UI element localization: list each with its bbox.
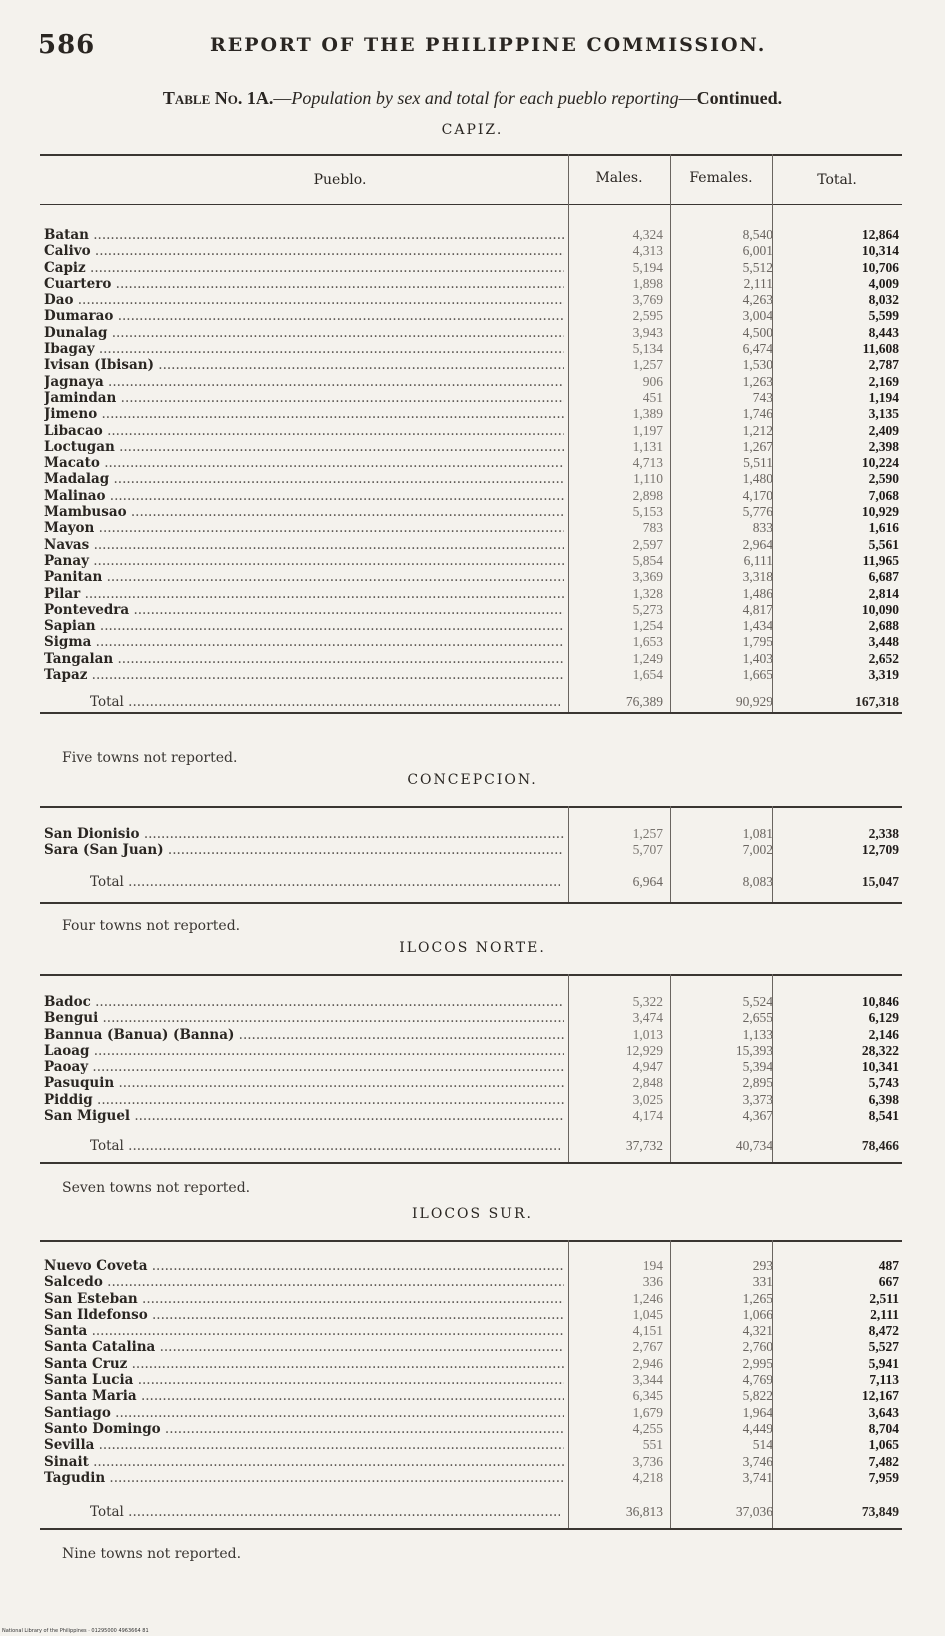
col-header-pueblo: Pueblo. [313, 172, 367, 188]
table-row: San Ildefonso ..... 1,045 1,066 2,111 [40, 1307, 902, 1323]
total-row: Total ..... 37,732 40,734 78,466 [40, 1136, 902, 1156]
table-row: Santa ..... 4,151 4,321 8,472 [40, 1323, 902, 1339]
note-ilocos-norte: Seven towns not reported. [62, 1180, 251, 1196]
table-row: Mayon ..... 783 833 1,616 [40, 520, 902, 536]
table-row: Sigma ..... 1,653 1,795 3,448 [40, 634, 902, 650]
table-description: Population by sex and total for each pueblo reporting [291, 88, 679, 108]
col-header-females: Females. [689, 170, 753, 186]
col-header-total: Total. [817, 172, 857, 188]
table-title: Table No. 1A.—Population by sex and total for each pueblo reporting—Continued. [162, 88, 783, 108]
note-ilocos-sur: Nine towns not reported. [62, 1546, 242, 1562]
table-ilocos-norte [40, 974, 902, 1164]
col-header-males: Males. [595, 170, 643, 186]
table-row: San Dionisio ..... 1,257 1,081 2,338 [40, 826, 902, 842]
table-row: Panitan ..... 3,369 3,318 6,687 [40, 569, 902, 585]
table-row: Cuartero ..... 1,898 2,111 4,009 [40, 276, 902, 292]
table-row: Santa Catalina ..... 2,767 2,760 5,527 [40, 1339, 902, 1355]
section-title-ilocos-sur: ILOCOS SUR. [412, 1206, 533, 1222]
table-row: Santiago ..... 1,679 1,964 3,643 [40, 1405, 902, 1421]
table-row: San Miguel ..... 4,174 4,367 8,541 [40, 1108, 902, 1124]
running-head: REPORT OF THE PHILIPPINE COMMISSION. [210, 34, 767, 56]
note-capiz: Five towns not reported. [62, 750, 238, 766]
table-row: Sinait ..... 3,736 3,746 7,482 [40, 1454, 902, 1470]
table-row: Dao ..... 3,769 4,263 8,032 [40, 292, 902, 308]
table-row: Laoag ..... 12,929 15,393 28,322 [40, 1043, 902, 1059]
table-row: Paoay ..... 4,947 5,394 10,341 [40, 1059, 902, 1075]
table-row: Bannua (Banua) (Banna) ..... 1,013 1,133 2,146 [40, 1027, 902, 1043]
table-row: Santa Maria ..... 6,345 5,822 12,167 [40, 1388, 902, 1404]
table-row: San Esteban ..... 1,246 1,265 2,511 [40, 1291, 902, 1307]
section-title-capiz: CAPIZ. [441, 122, 504, 138]
page-header [38, 30, 908, 64]
table-row: Tangalan ..... 1,249 1,403 2,652 [40, 651, 902, 667]
table-row: Pasuquin ..... 2,848 2,895 5,743 [40, 1075, 902, 1091]
total-row: Total ..... 76,389 90,929 167,318 [40, 692, 902, 712]
table-row: Batan ..... 4,324 8,540 12,864 [40, 227, 902, 243]
table-row: Jimeno ..... 1,389 1,746 3,135 [40, 406, 902, 422]
table-row: Jamindan ..... 451 743 1,194 [40, 390, 902, 406]
table-row: Mambusao ..... 5,153 5,776 10,929 [40, 504, 902, 520]
page-number: 586 [38, 30, 96, 60]
table-concepcion [40, 806, 902, 904]
table-row: Pontevedra ..... 5,273 4,817 10,090 [40, 602, 902, 618]
table-row: Loctugan ..... 1,131 1,267 2,398 [40, 439, 902, 455]
note-concepcion: Four towns not reported. [62, 918, 241, 934]
table-row: Navas ..... 2,597 2,964 5,561 [40, 537, 902, 553]
table-row: Piddig ..... 3,025 3,373 6,398 [40, 1092, 902, 1108]
table-row: Badoc ..... 5,322 5,524 10,846 [40, 994, 902, 1010]
table-row: Ivisan (Ibisan) ..... 1,257 1,530 2,787 [40, 357, 902, 373]
capiz-rows [40, 227, 902, 683]
table-row: Panay ..... 5,854 6,111 11,965 [40, 553, 902, 569]
table-row: Jagnaya ..... 906 1,263 2,169 [40, 374, 902, 390]
section-title-concepcion: CONCEPCION. [407, 772, 538, 788]
table-row: Tagudin ..... 4,218 3,741 7,959 [40, 1470, 902, 1486]
table-row: Macato ..... 4,713 5,511 10,224 [40, 455, 902, 471]
table-row: Sara (San Juan) ..... 5,707 7,002 12,709 [40, 842, 902, 858]
total-row: Total ..... 36,813 37,036 73,849 [40, 1502, 902, 1522]
table-row: Bengui ..... 3,474 2,655 6,129 [40, 1010, 902, 1026]
table-row: Dunalag ..... 3,943 4,500 8,443 [40, 325, 902, 341]
table-row: Santa Lucia ..... 3,344 4,769 7,113 [40, 1372, 902, 1388]
table-row: Tapaz ..... 1,654 1,665 3,319 [40, 667, 902, 683]
table-row: Nuevo Coveta ..... 194 293 487 [40, 1258, 902, 1274]
table-row: Sevilla ..... 551 514 1,065 [40, 1437, 902, 1453]
table-row: Dumarao ..... 2,595 3,004 5,599 [40, 308, 902, 324]
section-title-ilocos-norte: ILOCOS NORTE. [399, 940, 546, 956]
table-row: Sapian ..... 1,254 1,434 2,688 [40, 618, 902, 634]
table-row: Libacao ..... 1,197 1,212 2,409 [40, 423, 902, 439]
table-row: Capiz ..... 5,194 5,512 10,706 [40, 260, 902, 276]
table-continued: Continued. [696, 88, 783, 108]
total-row: Total ..... 6,964 8,083 15,047 [40, 872, 902, 892]
footer-credit: National Library of the Philippines · 01295000 4963664 81 [2, 1628, 149, 1634]
table-label: Table No. 1A. [162, 88, 274, 108]
table-row: Santo Domingo ..... 4,255 4,449 8,704 [40, 1421, 902, 1437]
table-capiz [40, 154, 902, 714]
table-row: Santa Cruz ..... 2,946 2,995 5,941 [40, 1356, 902, 1372]
table-row: Malinao ..... 2,898 4,170 7,068 [40, 488, 902, 504]
table-row: Madalag ..... 1,110 1,480 2,590 [40, 471, 902, 487]
table-ilocos-sur [40, 1240, 902, 1530]
table-row: Ibagay ..... 5,134 6,474 11,608 [40, 341, 902, 357]
table-row: Salcedo ..... 336 331 667 [40, 1274, 902, 1290]
table-row: Pilar ..... 1,328 1,486 2,814 [40, 586, 902, 602]
table-row: Calivo ..... 4,313 6,001 10,314 [40, 243, 902, 259]
